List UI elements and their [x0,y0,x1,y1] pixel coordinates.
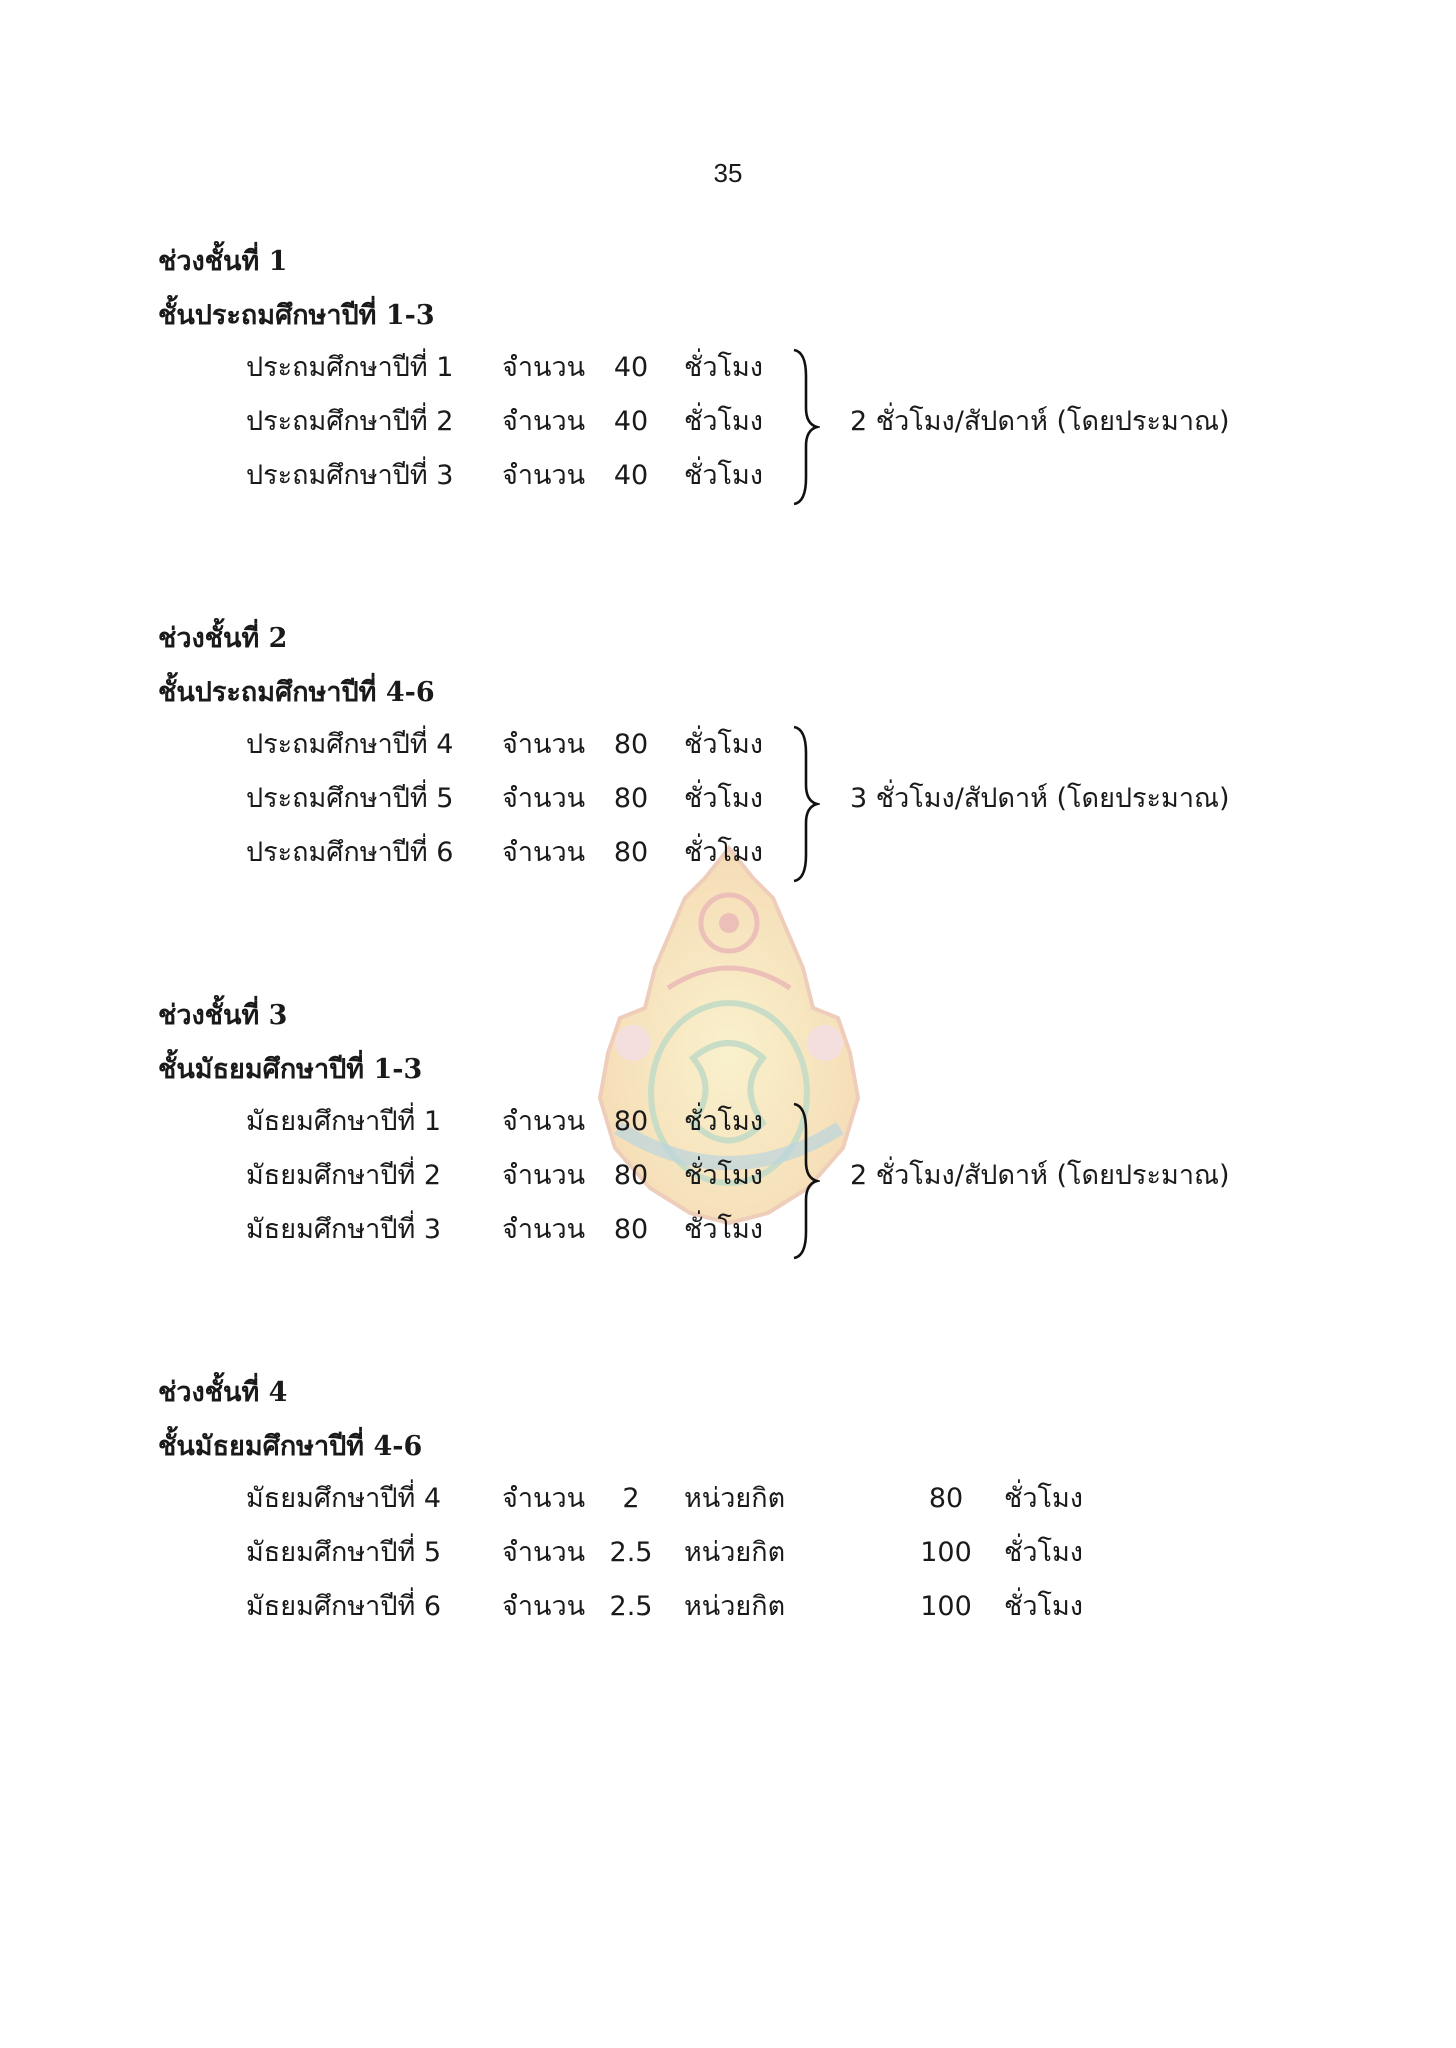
right-brace-icon [790,346,820,508]
credits-row [246,1477,1146,1521]
hours-unit: ชั่วโมง [1004,1483,1083,1514]
section-heading: ช่วงชั้นที่ 4 [158,1377,288,1408]
hours-value: 80 [613,837,649,868]
hours-value: 80 [613,1106,649,1137]
grade-label: ประถมศึกษาปีที่ 1 [246,352,454,383]
hours-value: 40 [613,352,649,383]
section-subheading: ชั้นมัธยมศึกษาปีที่ 4-6 [158,1431,423,1462]
right-brace-icon [790,723,820,885]
section-range-3 [158,996,1308,1316]
right-brace-icon [790,1100,820,1262]
grade-label: ประถมศึกษาปีที่ 4 [246,729,454,760]
hours-row [246,346,1146,390]
hours-value: 40 [613,406,649,437]
credits-value: 2.5 [609,1591,653,1622]
hours-row [246,1208,1146,1252]
grade-label: ประถมศึกษาปีที่ 2 [246,406,454,437]
hours-unit: ชั่วโมง [684,1160,763,1191]
credits-unit: หน่วยกิต [684,1537,786,1568]
section-range-4 [158,1373,1308,1693]
hours-unit: ชั่วโมง [684,352,763,383]
grade-label: มัธยมศึกษาปีที่ 5 [246,1537,442,1568]
grade-label: มัธยมศึกษาปีที่ 1 [246,1106,442,1137]
hours-row [246,1100,1146,1144]
section-subheading: ชั้นมัธยมศึกษาปีที่ 1-3 [158,1054,423,1085]
amount-label: จำนวน [502,406,586,437]
grade-label: ประถมศึกษาปีที่ 6 [246,837,454,868]
hours-value: 80 [613,1214,649,1245]
amount-label: จำนวน [502,783,586,814]
amount-label: จำนวน [502,460,586,491]
hours-row [246,723,1146,767]
hours-unit: ชั่วโมง [684,837,763,868]
grade-label: ประถมศึกษาปีที่ 5 [246,783,454,814]
amount-label: จำนวน [502,1591,586,1622]
hours-value: 40 [613,460,649,491]
weekly-hours-summary: 2 ชั่วโมง/สัปดาห์ (โดยประมาณ) [850,406,1230,437]
hours-value: 80 [928,1483,964,1514]
credits-unit: หน่วยกิต [684,1591,786,1622]
amount-label: จำนวน [502,1537,586,1568]
section-heading: ช่วงชั้นที่ 2 [158,623,288,654]
hours-unit: ชั่วโมง [1004,1591,1083,1622]
section-range-1 [158,242,1308,562]
section-heading: ช่วงชั้นที่ 1 [158,246,288,277]
hours-unit: ชั่วโมง [684,729,763,760]
hours-unit: ชั่วโมง [684,460,763,491]
weekly-hours-summary: 2 ชั่วโมง/สัปดาห์ (โดยประมาณ) [850,1160,1230,1191]
credits-value: 2 [622,1483,640,1514]
grade-label: ประถมศึกษาปีที่ 3 [246,460,454,491]
hours-unit: ชั่วโมง [1004,1537,1083,1568]
amount-label: จำนวน [502,1483,586,1514]
credits-row [246,1531,1146,1575]
hours-value: 100 [920,1591,972,1622]
hours-value: 100 [920,1537,972,1568]
credits-value: 2.5 [609,1537,653,1568]
hours-row [246,831,1146,875]
section-heading: ช่วงชั้นที่ 3 [158,1000,288,1031]
grade-label: มัธยมศึกษาปีที่ 3 [246,1214,442,1245]
credits-unit: หน่วยกิต [684,1483,786,1514]
section-subheading: ชั้นประถมศึกษาปีที่ 1-3 [158,300,435,331]
hours-value: 80 [613,1160,649,1191]
grade-label: มัธยมศึกษาปีที่ 6 [246,1591,442,1622]
weekly-hours-summary: 3 ชั่วโมง/สัปดาห์ (โดยประมาณ) [850,783,1230,814]
amount-label: จำนวน [502,352,586,383]
grade-label: มัธยมศึกษาปีที่ 2 [246,1160,442,1191]
hours-unit: ชั่วโมง [684,783,763,814]
hours-unit: ชั่วโมง [684,1214,763,1245]
amount-label: จำนวน [502,837,586,868]
amount-label: จำนวน [502,1106,586,1137]
hours-value: 80 [613,783,649,814]
hours-value: 80 [613,729,649,760]
amount-label: จำนวน [502,1160,586,1191]
amount-label: จำนวน [502,1214,586,1245]
hours-unit: ชั่วโมง [684,1106,763,1137]
hours-unit: ชั่วโมง [684,406,763,437]
amount-label: จำนวน [502,729,586,760]
page-number: 35 [713,158,743,188]
section-subheading: ชั้นประถมศึกษาปีที่ 4-6 [158,677,435,708]
hours-row [246,454,1146,498]
section-range-2 [158,619,1308,939]
credits-row [246,1585,1146,1629]
grade-label: มัธยมศึกษาปีที่ 4 [246,1483,442,1514]
